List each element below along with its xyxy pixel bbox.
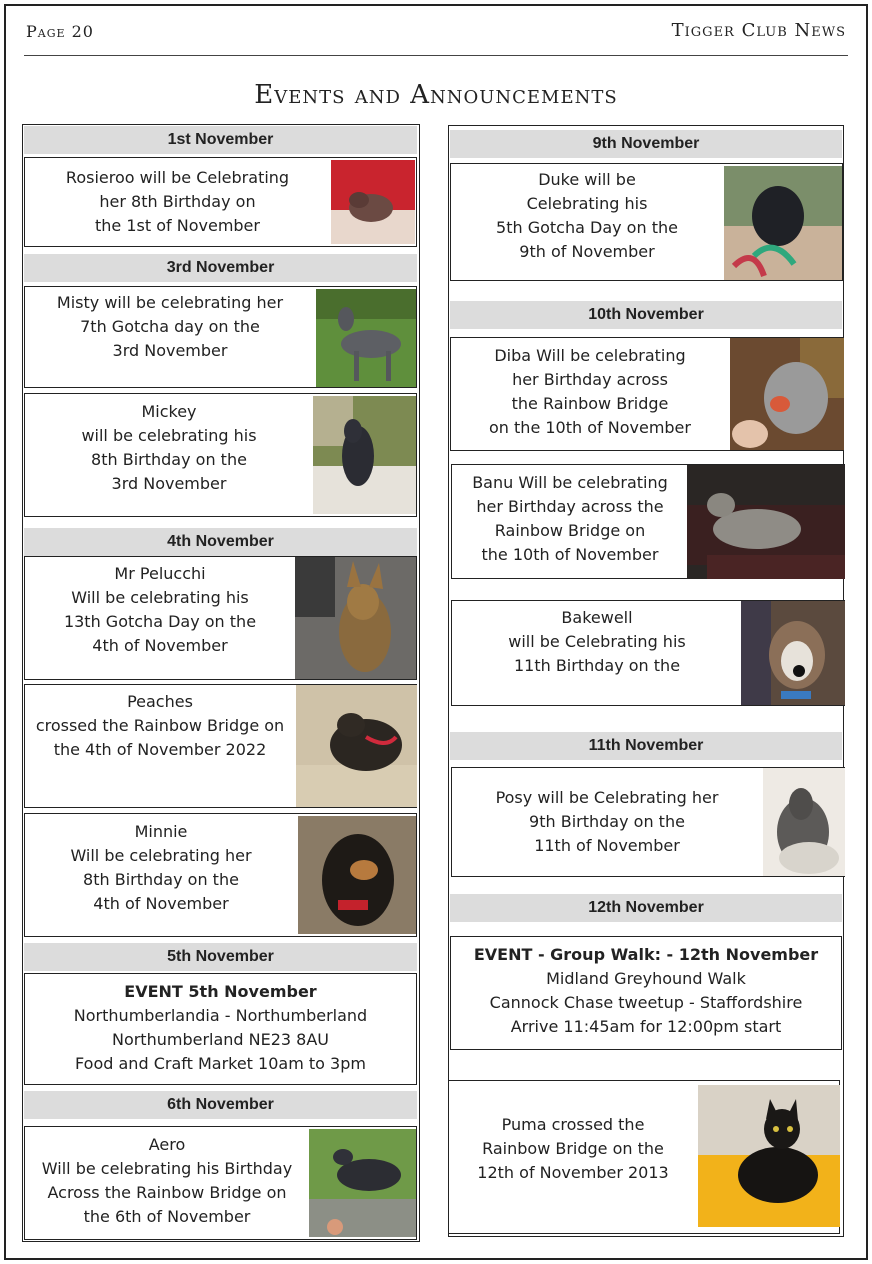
date-header-10th-november: 10th November xyxy=(450,301,842,329)
announcement-text: Puma crossed the Rainbow Bridge on the 12th of November 2013 xyxy=(477,1115,669,1182)
announcement-text: Rosieroo will be Celebrating her 8th Birthday on the 1st of November xyxy=(65,168,290,235)
announcement-text: Aero Will be celebrating his Birthday Across the Rainbow Bridge on the 6th of November xyxy=(41,1135,293,1226)
dog-photo-aero xyxy=(309,1129,416,1237)
announcement-card-bakewell xyxy=(451,600,845,706)
announcement-text: Mickey will be celebrating his 8th Birthday on the 3rd November xyxy=(81,402,257,493)
announcement-card-mickey xyxy=(24,393,417,517)
announcement-card-posy xyxy=(451,767,845,877)
dog-photo-banu xyxy=(687,465,845,579)
announcement-card-puma xyxy=(448,1080,840,1234)
date-header-6th-november: 6th November xyxy=(24,1091,417,1119)
announcement-text: Mr Pelucchi Will be celebrating his 13th Gotcha Day on the 4th of November xyxy=(63,564,257,655)
event-card-midland-greyhound-walk xyxy=(450,936,842,1050)
date-header-5th-november: 5th November xyxy=(24,943,417,971)
dog-photo-duke xyxy=(724,166,842,280)
dog-photo-misty xyxy=(316,289,416,387)
event-text: EVENT - Group Walk: - 12th November Midland Greyhound Walk Cannock Chase tweetup - Staffordshire Arrive 11:45am for 12:00pm start xyxy=(451,943,841,1039)
dog-photo-mr-pelucchi xyxy=(295,557,416,679)
date-header-9th-november: 9th November xyxy=(450,130,842,158)
dog-photo-rosieroo xyxy=(331,160,415,244)
announcement-card-misty xyxy=(24,286,417,388)
announcement-card-rosieroo xyxy=(24,157,417,247)
announcement-text: Bakewell will be Celebrating his 11th Birthday on the xyxy=(508,608,686,675)
announcement-text: Posy will be Celebrating her 9th Birthday on the 11th of November xyxy=(495,788,719,855)
announcement-card-aero xyxy=(24,1126,417,1240)
announcement-text: Diba Will be celebrating her Birthday across the Rainbow Bridge on the 10th of November xyxy=(489,346,691,437)
page-header xyxy=(24,20,848,56)
date-header-3rd-november: 3rd November xyxy=(24,254,417,282)
dog-photo-diba xyxy=(730,338,844,450)
event-text: EVENT 5th November Northumberlandia - Northumberland Northumberland NE23 8AU Food and Craft Market 10am to 3pm xyxy=(25,980,416,1076)
newsletter-title: Tigger Club News xyxy=(671,20,846,41)
dog-photo-minnie xyxy=(298,816,416,934)
date-header-12th-november: 12th November xyxy=(450,894,842,922)
announcement-text: Duke will be Celebrating his 5th Gotcha Day on the 9th of November xyxy=(496,170,678,261)
dog-photo-mickey xyxy=(313,396,416,514)
event-title: EVENT 5th November xyxy=(124,982,317,1001)
event-card-northumberlandia xyxy=(24,973,417,1085)
announcement-text: Peaches crossed the Rainbow Bridge on the 4th of November 2022 xyxy=(35,692,285,759)
cat-photo-puma xyxy=(698,1085,840,1227)
announcement-text: Banu Will be celebrating her Birthday across the Rainbow Bridge on the 10th of November xyxy=(472,473,668,564)
announcement-card-diba xyxy=(450,337,844,451)
date-header-4th-november: 4th November xyxy=(24,528,417,556)
dog-photo-posy xyxy=(763,768,845,876)
announcement-text: Minnie Will be celebrating her 8th Birthday on the 4th of November xyxy=(70,822,252,913)
event-title: EVENT - Group Walk: - 12th November xyxy=(473,945,819,964)
page-number: Page 20 xyxy=(26,22,94,41)
date-header-1st-november: 1st November xyxy=(24,126,417,154)
dog-photo-bakewell xyxy=(741,601,845,705)
announcement-card-peaches xyxy=(24,684,417,808)
announcement-card-banu xyxy=(451,464,845,579)
section-title: Events and Announcements xyxy=(254,80,618,110)
announcement-text: Misty will be celebrating her 7th Gotcha day on the 3rd November xyxy=(56,293,284,360)
announcement-card-minnie xyxy=(24,813,417,937)
announcement-card-mr-pelucchi xyxy=(24,556,417,680)
dog-photo-peaches xyxy=(296,685,417,807)
announcement-card-duke xyxy=(450,163,843,281)
date-header-11th-november: 11th November xyxy=(450,732,842,760)
